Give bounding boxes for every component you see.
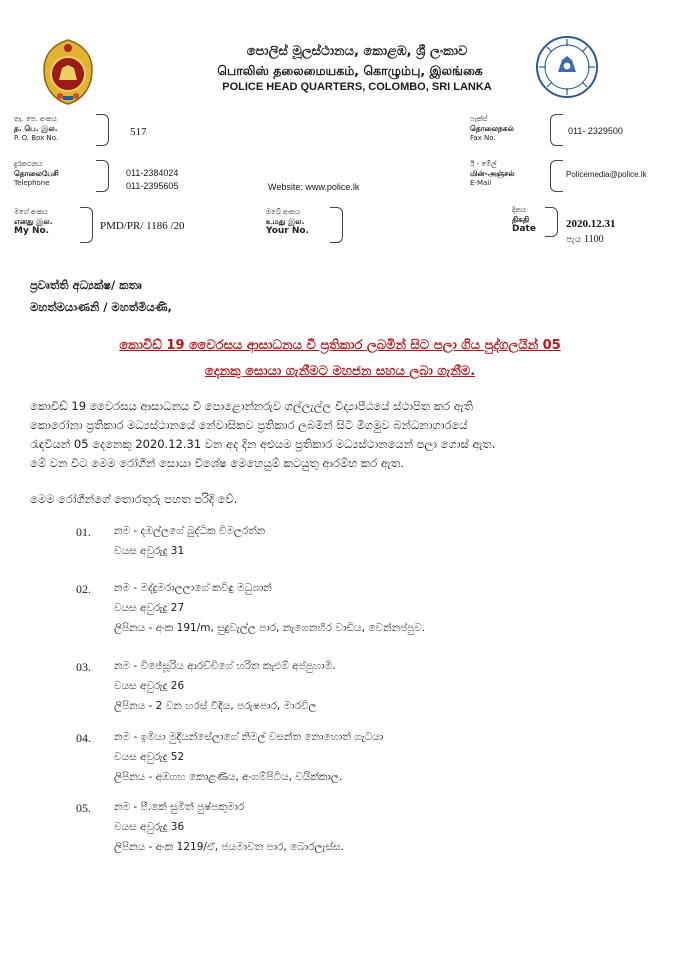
person-age: වයස අවුරුදු 27 xyxy=(114,602,185,614)
paragraph-line-2: කොරෝනා ප්‍රතිකාර මධ්‍යස්ථානයේ නේවාසිකව ප්‍රතිකාර ලබමින් සිටි මීගමුව බන්ධනාගාරයේ xyxy=(30,418,468,432)
telephone-value-1: 011-2384024 xyxy=(126,168,179,178)
person-address: ලිපිනය - අඹගහ කොළණිය, අංගම්පිටිය, වයික්කාල. xyxy=(114,771,343,783)
person-address: ලිපිනය - අංක 1219/ඒ, ජයමාවත පාර, බොරලැස්ස. xyxy=(114,841,344,853)
person-name: නම - ඉමියා මුදියන්සේලාගේ නිමල් වසන්ත නොහොත් ගැටයා xyxy=(114,731,384,743)
subject-line-2: දෙනකු සොයා ගැනීමට මහජන සහය ලබා ගැනීම. xyxy=(204,364,476,379)
persons-intro: මෙම රෝගීන්ගේ තොරතුරු පහත පරිදි වේ. xyxy=(30,492,238,506)
email-brace xyxy=(550,160,563,192)
person-name: නම - පී.කේ සුමිත් පුෂ්පකුමාර xyxy=(114,801,245,813)
fax-brace xyxy=(550,114,563,146)
time-row xyxy=(566,234,604,245)
my-no-brace xyxy=(80,207,93,243)
person-address: ලිපිනය - 2 වන හරස් වීදිය, පරුෂපාර, මාරවිල xyxy=(114,700,317,712)
pobox-value: 517 xyxy=(130,126,147,138)
header-english: POLICE HEAD QUARTERS, COLOMBO, SRI LANKA xyxy=(222,81,492,93)
person-number: 01. xyxy=(76,525,91,539)
telephone-value-2: 011-2395605 xyxy=(126,181,179,191)
your-no-label: ඔබේ අංකය உமது இல. Your No. xyxy=(266,208,309,236)
fax-label: ෆැක්ස් தொலைநகல் Fax No. xyxy=(470,115,514,142)
my-no-value: PMD/PR/ 1186 /20 xyxy=(100,220,185,232)
header-tamil: பொலிஸ் தலைமையகம், கொழும்பு, இலங்கை xyxy=(217,63,483,78)
person-age: වයස අවුරුදු 52 xyxy=(114,751,185,763)
telephone-brace xyxy=(96,160,109,192)
website: Website: www.police.lk xyxy=(268,182,360,192)
email-value: Policemedia@police.lk xyxy=(566,170,647,179)
person-number: 03. xyxy=(76,660,91,674)
sri-lanka-emblem xyxy=(38,38,98,106)
subject-line-1: කොවිඩ් 19 වෛරසය ආසාධනය වී ප්‍රතිකාර ලබමින් සිට පලා ගිය පුද්ගලයින් 05 xyxy=(119,338,561,353)
salutation: මහත්මයාණනි / මහත්මියණි, xyxy=(30,300,172,314)
pobox-brace xyxy=(96,114,109,146)
person-number: 05. xyxy=(76,801,91,815)
person-address: ලිපිනය - අංක 191/m, සුදුවැල්ල පාර, නැගෙනහිර වාඩිය, වෙන්නප්පුව. xyxy=(114,622,426,634)
person-age: වයස අවුරුදු 36 xyxy=(114,821,185,833)
addressee: ප්‍රවෘත්ති අධ්‍යක්ෂ/ කතෘ xyxy=(30,278,142,292)
time-label: පැය xyxy=(566,235,582,245)
person-age: වයස අවුරුදු 26 xyxy=(114,680,185,692)
pobox-label: තැ. පෙ. අංකය த. பெ. இல. P. O. Box No. xyxy=(14,115,59,142)
person-age: වයස අවුරුදු 31 xyxy=(114,545,185,557)
time-value: 1100 xyxy=(583,234,604,245)
paragraph-line-3: රැඳවියන් 05 දෙනෙකු 2020.12.31 වන අද දින අළුයම ප්‍රතිකාර මධ්‍යස්ථානයෙන් පලා ගොස් ඇත. xyxy=(30,437,496,451)
date-label: දිනය திகதி Date xyxy=(512,206,536,234)
email-label: ඊ - මේල් மின்-அஞ்சல் E-Mail xyxy=(470,160,515,187)
your-no-brace xyxy=(330,207,343,243)
my-no-label: මගේ අංකය எனது இல. My No. xyxy=(14,208,53,236)
person-number: 02. xyxy=(76,582,91,596)
fax-value: 011- 2329500 xyxy=(568,126,623,136)
paragraph xyxy=(30,397,650,473)
date-brace xyxy=(545,207,558,237)
telephone-label: දුරකථනය தொலைபேசி Telephone xyxy=(14,160,59,187)
paragraph-line-1: කොවිඩ් 19 වෛරසය ආසාධනය වී පොළොන්නරුව ගල්ලැල්ල විද්‍යාපීඨයේ ස්ථාපිත කර ඇති xyxy=(30,399,474,413)
person-name: නම - විජේසූරිය ආරච්චිගේ හරිත කැළුම් අප්පුහාමි. xyxy=(114,660,336,672)
person-name: නම - මද්දුමරාලලාගේ කවිඳු මධුශාන් xyxy=(114,582,272,594)
header-sinhala: පොලිස් මූලස්ථානය, කොළඹ, ශ්‍රී ලංකාව xyxy=(246,44,468,59)
person-number: 04. xyxy=(76,731,91,745)
date-value: 2020.12.31 xyxy=(566,218,616,230)
paragraph-line-4: මේ වන විට මෙම රෝගීන් සොයා විශේෂ මෙහෙයුම් කටයුතු ආරම්භ කර ඇත. xyxy=(30,456,404,470)
person-name: නම - දඹල්ලගේ බුද්ධික විමලරත්න xyxy=(114,525,266,537)
